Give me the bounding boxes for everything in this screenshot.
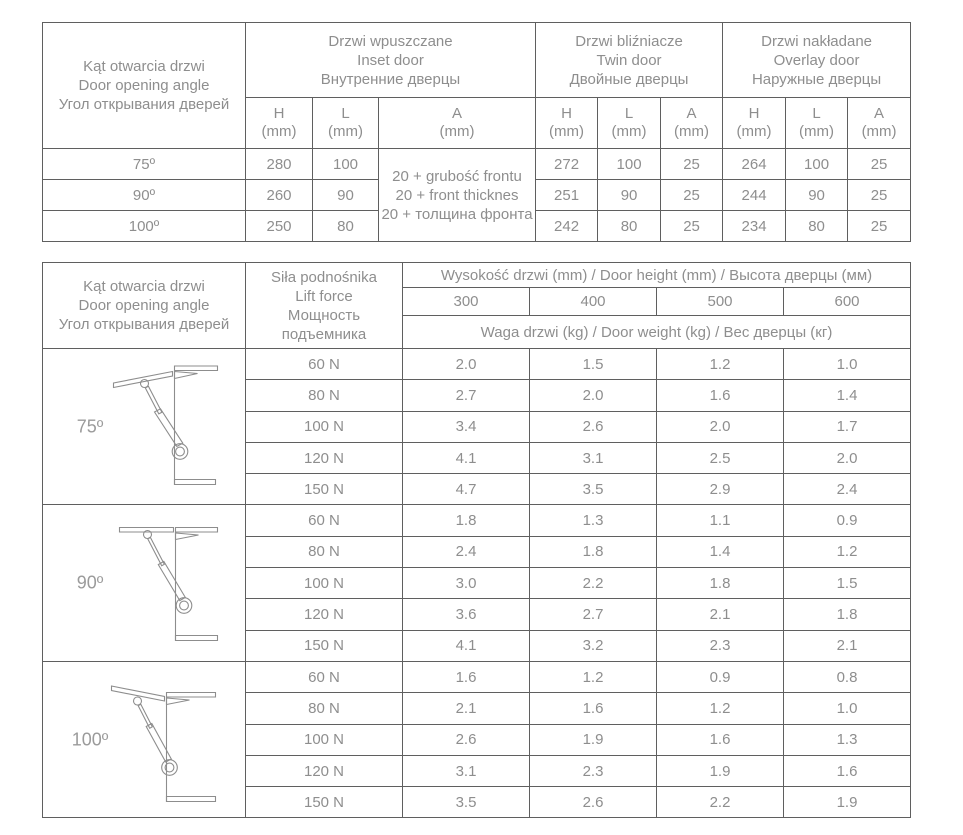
overlay-a-column-header — [848, 98, 911, 149]
column-unit: (mm) — [328, 123, 363, 140]
inset-door-pl: Drzwi wpuszczane — [328, 32, 453, 50]
weight-value: 1.8 — [784, 599, 911, 630]
t2-angle-header-en: Door opening angle — [78, 297, 210, 314]
column-letter: A — [686, 105, 697, 122]
force-value: 150 N — [246, 630, 403, 661]
mount-bracket — [167, 698, 190, 705]
weight-value: 4.7 — [403, 474, 530, 505]
overlay-a-value: 25 — [848, 180, 911, 211]
weight-value: 2.6 — [403, 724, 530, 755]
force-value: 80 N — [246, 693, 403, 724]
group-header-overlay-door — [723, 23, 911, 98]
force-value: 60 N — [246, 661, 403, 692]
strut-top-mount — [134, 697, 142, 705]
twin-a-value: 25 — [661, 180, 723, 211]
weight-value: 1.4 — [784, 380, 911, 411]
weight-value: 2.0 — [657, 411, 784, 442]
twin-a-value: 25 — [661, 211, 723, 242]
strut-rod — [148, 538, 165, 566]
strut-cylinder — [146, 723, 171, 762]
t1-angle-header-pl: Kąt otwarcia drzwi — [83, 58, 205, 75]
inset-l-value: 90 — [313, 180, 379, 211]
weight-value: 2.1 — [784, 630, 911, 661]
column-unit: (mm) — [611, 123, 647, 140]
column-letter: H — [748, 105, 760, 122]
twin-l-value: 90 — [598, 180, 661, 211]
weight-value: 3.1 — [530, 442, 657, 473]
weight-value: 2.4 — [403, 536, 530, 567]
door-height-header: Wysokość drzwi (mm) / Door height (mm) / Высота дверцы (мм) — [403, 263, 911, 288]
weight-value: 0.9 — [784, 505, 911, 536]
height-column-header: 300 — [403, 288, 530, 316]
weight-value: 3.5 — [530, 474, 657, 505]
weight-value: 1.2 — [657, 349, 784, 380]
group-header-twin-door — [536, 23, 723, 98]
column-letter: A — [452, 105, 463, 122]
cabinet-shelf — [167, 796, 216, 801]
twin-h-value: 242 — [536, 211, 598, 242]
t2-angle-header-ru: Угол открывания дверей — [58, 316, 230, 333]
lift-force-header-en: Lift force — [295, 287, 353, 305]
inset-door-ru: Внутренние дверцы — [320, 70, 461, 88]
angle-value: 100º — [43, 211, 246, 242]
column-letter: H — [561, 105, 572, 122]
weight-value: 1.6 — [657, 724, 784, 755]
door-panel — [112, 686, 165, 701]
weight-value: 1.9 — [784, 787, 911, 818]
twin-a-value: 25 — [661, 149, 723, 180]
overlay-l-column-header — [786, 98, 848, 149]
overlay-door-en: Overlay door — [773, 51, 860, 69]
angle-value: 75º — [43, 149, 246, 180]
twin-h-value: 272 — [536, 149, 598, 180]
force-value: 80 N — [246, 536, 403, 567]
weight-value: 2.6 — [530, 411, 657, 442]
twin-l-column-header — [598, 98, 661, 149]
weight-value: 3.6 — [403, 599, 530, 630]
door-dimensions-table — [42, 22, 911, 242]
force-value: 80 N — [246, 380, 403, 411]
diagram-cell-lift-diagram-75 — [43, 349, 246, 505]
inset-a-note-pl: 20 + grubość frontu — [392, 167, 522, 185]
force-value: 100 N — [246, 568, 403, 599]
lift-force-header-ru: Мощность подъемника — [281, 306, 367, 343]
inset-h-value: 260 — [246, 180, 313, 211]
twin-l-value: 80 — [598, 211, 661, 242]
height-column-header: 400 — [530, 288, 657, 316]
force-value: 150 N — [246, 474, 403, 505]
weight-value: 1.7 — [784, 411, 911, 442]
t2-angle-header — [43, 263, 246, 349]
inset-l-value: 80 — [313, 211, 379, 242]
weight-value: 2.0 — [403, 349, 530, 380]
weight-value: 4.1 — [403, 442, 530, 473]
weight-value: 1.0 — [784, 349, 911, 380]
weight-value: 3.1 — [403, 755, 530, 786]
t1-angle-header-en: Door opening angle — [78, 77, 210, 94]
weight-value: 3.0 — [403, 568, 530, 599]
weight-value: 3.4 — [403, 411, 530, 442]
inset-a-note-ru: 20 + толщина фронта — [381, 205, 533, 223]
column-letter: L — [812, 105, 821, 122]
overlay-h-value: 234 — [723, 211, 786, 242]
cabinet-top-panel — [175, 366, 218, 371]
weight-value: 0.8 — [784, 661, 911, 692]
weight-value: 2.1 — [657, 599, 784, 630]
twin-l-value: 100 — [598, 149, 661, 180]
overlay-l-value: 80 — [786, 211, 848, 242]
cabinet-top-panel — [176, 528, 218, 533]
dimension-row — [43, 149, 911, 180]
angle-label: 100º — [71, 729, 109, 750]
inset-l-column-header — [313, 98, 379, 149]
angle-label: 90º — [76, 572, 104, 593]
lift-force-header-pl: Siła podnośnika — [271, 268, 377, 286]
column-unit: (mm) — [799, 123, 835, 140]
cabinet-shelf — [176, 636, 218, 641]
lift-diagram-100 — [45, 665, 246, 815]
weight-value: 4.1 — [403, 630, 530, 661]
weight-value: 1.1 — [657, 505, 784, 536]
twin-door-ru: Двойные дверцы — [569, 70, 689, 88]
group-header-inset-door — [246, 23, 536, 98]
weight-value: 1.4 — [657, 536, 784, 567]
inset-h-column-header — [246, 98, 313, 149]
force-value: 100 N — [246, 724, 403, 755]
weight-value: 2.3 — [657, 630, 784, 661]
strut-bottom-mount-outer — [176, 598, 192, 614]
mount-bracket — [176, 533, 199, 540]
twin-h-column-header — [536, 98, 598, 149]
inset-h-value: 250 — [246, 211, 313, 242]
weight-value: 3.5 — [403, 787, 530, 818]
weight-value: 1.5 — [530, 349, 657, 380]
weight-value: 1.0 — [784, 693, 911, 724]
force-value: 60 N — [246, 349, 403, 380]
column-unit: (mm) — [861, 123, 897, 140]
lift-force-table — [42, 262, 911, 818]
angle-value: 90º — [43, 180, 246, 211]
weight-value: 1.2 — [657, 693, 784, 724]
lift-force-header — [246, 263, 403, 349]
weight-value: 1.8 — [657, 568, 784, 599]
weight-value: 2.6 — [530, 787, 657, 818]
weight-value: 2.3 — [530, 755, 657, 786]
t1-angle-header-ru: Угол открывания дверей — [58, 96, 230, 113]
column-unit: (mm) — [674, 123, 710, 140]
inset-h-value: 280 — [246, 149, 313, 180]
inset-a-note — [379, 149, 536, 242]
inset-l-value: 100 — [313, 149, 379, 180]
weight-value: 2.0 — [530, 380, 657, 411]
force-value: 100 N — [246, 411, 403, 442]
height-column-header: 500 — [657, 288, 784, 316]
twin-door-pl: Drzwi bliźniacze — [575, 32, 683, 50]
force-value: 120 N — [246, 442, 403, 473]
twin-a-column-header — [661, 98, 723, 149]
column-unit: (mm) — [736, 123, 772, 140]
weight-value: 1.9 — [530, 724, 657, 755]
overlay-a-value: 25 — [848, 149, 911, 180]
weight-value: 2.7 — [530, 599, 657, 630]
twin-h-value: 251 — [536, 180, 598, 211]
force-value: 120 N — [246, 599, 403, 630]
weight-value: 1.3 — [784, 724, 911, 755]
strut-bottom-mount-outer — [162, 759, 178, 775]
weight-value: 2.2 — [657, 787, 784, 818]
weight-value: 2.5 — [657, 442, 784, 473]
weight-value: 2.0 — [784, 442, 911, 473]
weight-value: 0.9 — [657, 661, 784, 692]
weight-value: 1.9 — [657, 755, 784, 786]
inset-a-column-header — [379, 98, 536, 149]
twin-door-en: Twin door — [596, 51, 662, 69]
cabinet-shelf — [175, 479, 216, 484]
column-unit: (mm) — [261, 123, 297, 140]
angle-label: 75º — [76, 416, 104, 437]
lift-force-row — [43, 661, 911, 692]
door-weight-header: Waga drzwi (kg) / Door weight (kg) / Вес дверцы (кг) — [403, 316, 911, 349]
weight-value: 1.3 — [530, 505, 657, 536]
weight-value: 1.6 — [784, 755, 911, 786]
lift-diagram-90 — [45, 508, 246, 658]
overlay-l-value: 90 — [786, 180, 848, 211]
column-letter: L — [624, 105, 634, 122]
diagram-cell-lift-diagram-90 — [43, 505, 246, 661]
weight-value: 2.7 — [403, 380, 530, 411]
door-panel — [120, 528, 174, 533]
force-value: 150 N — [246, 787, 403, 818]
column-letter: H — [273, 105, 285, 122]
t2-angle-header-pl: Kąt otwarcia drzwi — [83, 278, 205, 295]
overlay-h-value: 244 — [723, 180, 786, 211]
t1-angle-header — [43, 23, 246, 149]
height-column-header: 600 — [784, 288, 911, 316]
force-value: 60 N — [246, 505, 403, 536]
lift-force-row — [43, 505, 911, 536]
weight-value: 2.4 — [784, 474, 911, 505]
column-unit: (mm) — [439, 123, 475, 140]
weight-value: 1.2 — [784, 536, 911, 567]
strut-bottom-mount-inner — [176, 447, 185, 456]
weight-value: 1.6 — [657, 380, 784, 411]
force-value: 120 N — [246, 755, 403, 786]
weight-value: 1.8 — [530, 536, 657, 567]
strut-bottom-mount-inner — [180, 601, 189, 610]
column-letter: A — [874, 105, 885, 122]
weight-value: 2.1 — [403, 693, 530, 724]
diagram-cell-lift-diagram-100 — [43, 661, 246, 817]
cabinet-top-panel — [167, 692, 216, 697]
inset-door-en: Inset door — [357, 51, 424, 69]
weight-value: 3.2 — [530, 630, 657, 661]
mount-bracket — [175, 371, 198, 378]
overlay-h-value: 264 — [723, 149, 786, 180]
weight-value: 1.6 — [530, 693, 657, 724]
weight-value: 2.2 — [530, 568, 657, 599]
overlay-door-ru: Наружные дверцы — [751, 70, 882, 88]
weight-value: 1.5 — [784, 568, 911, 599]
column-unit: (mm) — [549, 123, 585, 140]
overlay-l-value: 100 — [786, 149, 848, 180]
strut-cylinder — [158, 562, 185, 601]
lift-diagram-75 — [45, 352, 246, 502]
lift-force-row — [43, 349, 911, 380]
overlay-door-pl: Drzwi nakładane — [761, 32, 872, 50]
overlay-h-column-header — [723, 98, 786, 149]
weight-value: 1.6 — [403, 661, 530, 692]
weight-value: 1.8 — [403, 505, 530, 536]
overlay-a-value: 25 — [848, 211, 911, 242]
weight-value: 1.2 — [530, 661, 657, 692]
column-letter: L — [341, 105, 350, 122]
weight-value: 2.9 — [657, 474, 784, 505]
inset-a-note-en: 20 + front thicknes — [395, 186, 519, 204]
